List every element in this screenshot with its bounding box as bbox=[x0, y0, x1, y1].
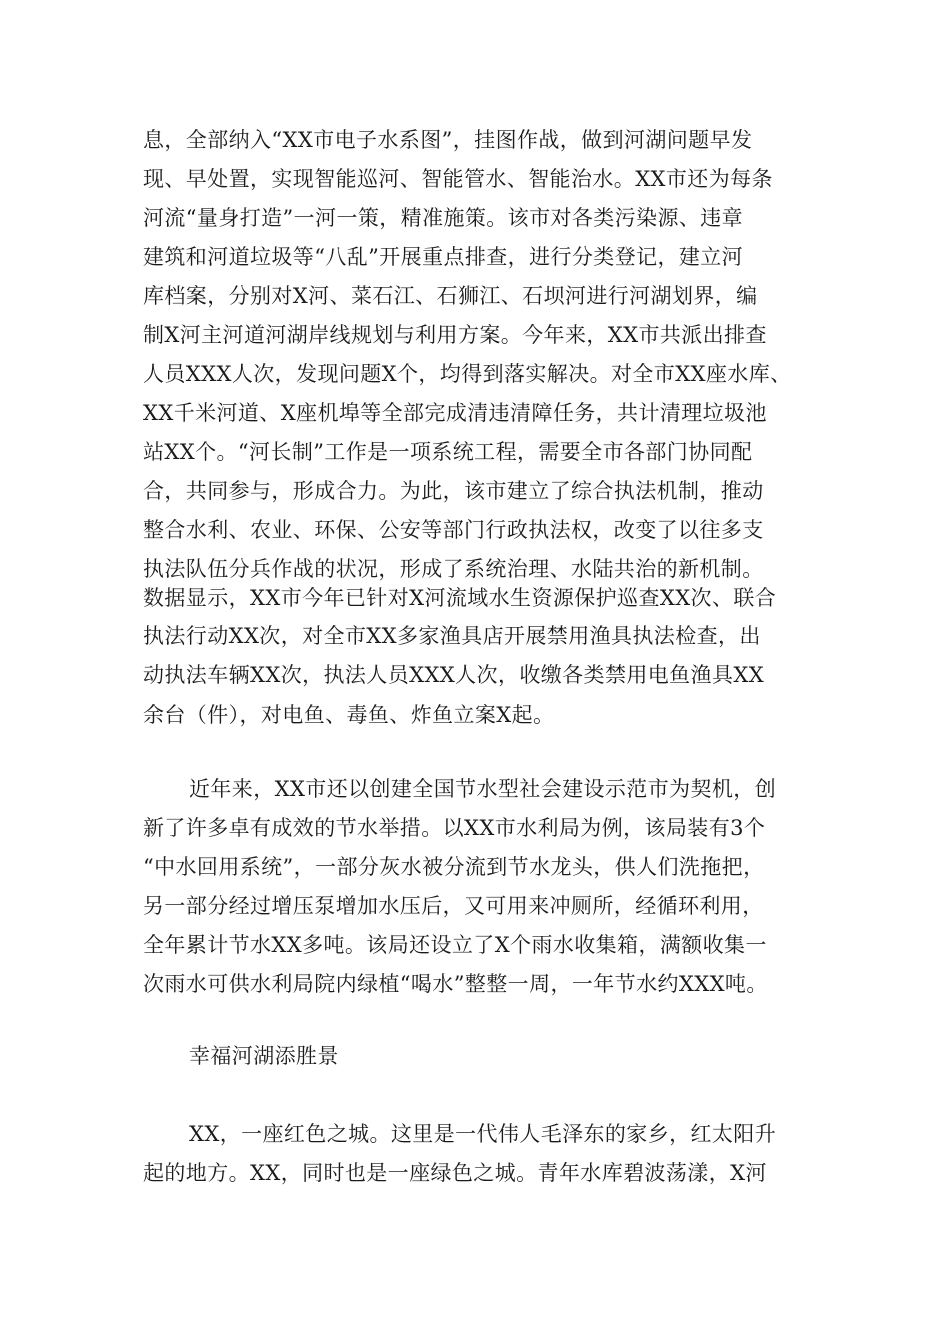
text-line: 库档案，分别对X河、菜石江、石狮江、石坝河进行河湖划界，编 bbox=[143, 284, 758, 308]
text-line: 制X河主河道河湖岸线规划与利用方案。今年来，XX市共派出排查 bbox=[143, 323, 767, 347]
text-line: 现、早处置，实现智能巡河、智能管水、智能治水。XX市还为每条 bbox=[143, 167, 773, 191]
text-line: XX，一座红色之城。这里是一代伟人毛泽东的家乡，红太阳升 bbox=[189, 1122, 777, 1146]
text-line: 站XX个。“河长制”工作是一项系统工程，需要全市各部门协同配 bbox=[143, 440, 753, 464]
text-line: 息，全部纳入“XX市电子水系图”，挂图作战，做到河湖问题早发 bbox=[143, 128, 753, 152]
text-line: “中水回用系统”，一部分灰水被分流到节水龙头，供人们洗拖把， bbox=[143, 855, 765, 879]
section-heading: 幸福河湖添胜景 bbox=[189, 1044, 339, 1068]
text-line: 另一部分经过增压泵增加水压后，又可用来冲厕所，经循环利用， bbox=[143, 894, 764, 918]
text-line: 整合水利、农业、环保、公安等部门行政执法权，改变了以往多支 bbox=[143, 518, 764, 542]
text-line: 起的地方。XX，同时也是一座绿色之城。青年水库碧波荡漾，X河 bbox=[143, 1161, 767, 1185]
text-line: 新了许多卓有成效的节水举措。以XX市水利局为例，该局装有3个 bbox=[143, 816, 766, 840]
text-line: 动执法车辆XX次，执法人员XXX人次，收缴各类禁用电鱼渔具XX bbox=[143, 663, 765, 687]
text-line: 数据显示，XX市今年已针对X河流域水生资源保护巡查XX次、联合 bbox=[143, 586, 777, 610]
text-line: 全年累计节水XX多吨。该局还设立了X个雨水收集箱，满额收集一 bbox=[143, 933, 767, 957]
text-line: 次雨水可供水利局院内绿植“喝水”整整一周，一年节水约XXX吨。 bbox=[143, 972, 768, 996]
text-line: 合，共同参与，形成合力。为此，该市建立了综合执法机制，推动 bbox=[143, 479, 764, 503]
text-line: 执法行动XX次，对全市XX多家渔具店开展禁用渔具执法检查，出 bbox=[143, 624, 761, 648]
text-line: 执法队伍分兵作战的状况，形成了系统治理、水陆共治的新机制。 bbox=[143, 557, 764, 581]
text-line: 人员XXX人次，发现问题X个，均得到落实解决。对全市XX座水库、 bbox=[143, 362, 792, 386]
text-line: 建筑和河道垃圾等“八乱”开展重点排查，进行分类登记，建立河 bbox=[143, 245, 744, 269]
text-line: XX千米河道、X座机埠等全部完成清违清障任务，共计清理垃圾池 bbox=[143, 401, 767, 425]
text-line: 近年来，XX市还以创建全国节水型社会建设示范市为契机，创 bbox=[189, 777, 777, 801]
text-line: 余台（件），对电鱼、毒鱼、炸鱼立案X起。 bbox=[143, 703, 555, 727]
text-line: 河流“量身打造”一河一策，精准施策。该市对各类污染源、违章 bbox=[143, 206, 744, 230]
